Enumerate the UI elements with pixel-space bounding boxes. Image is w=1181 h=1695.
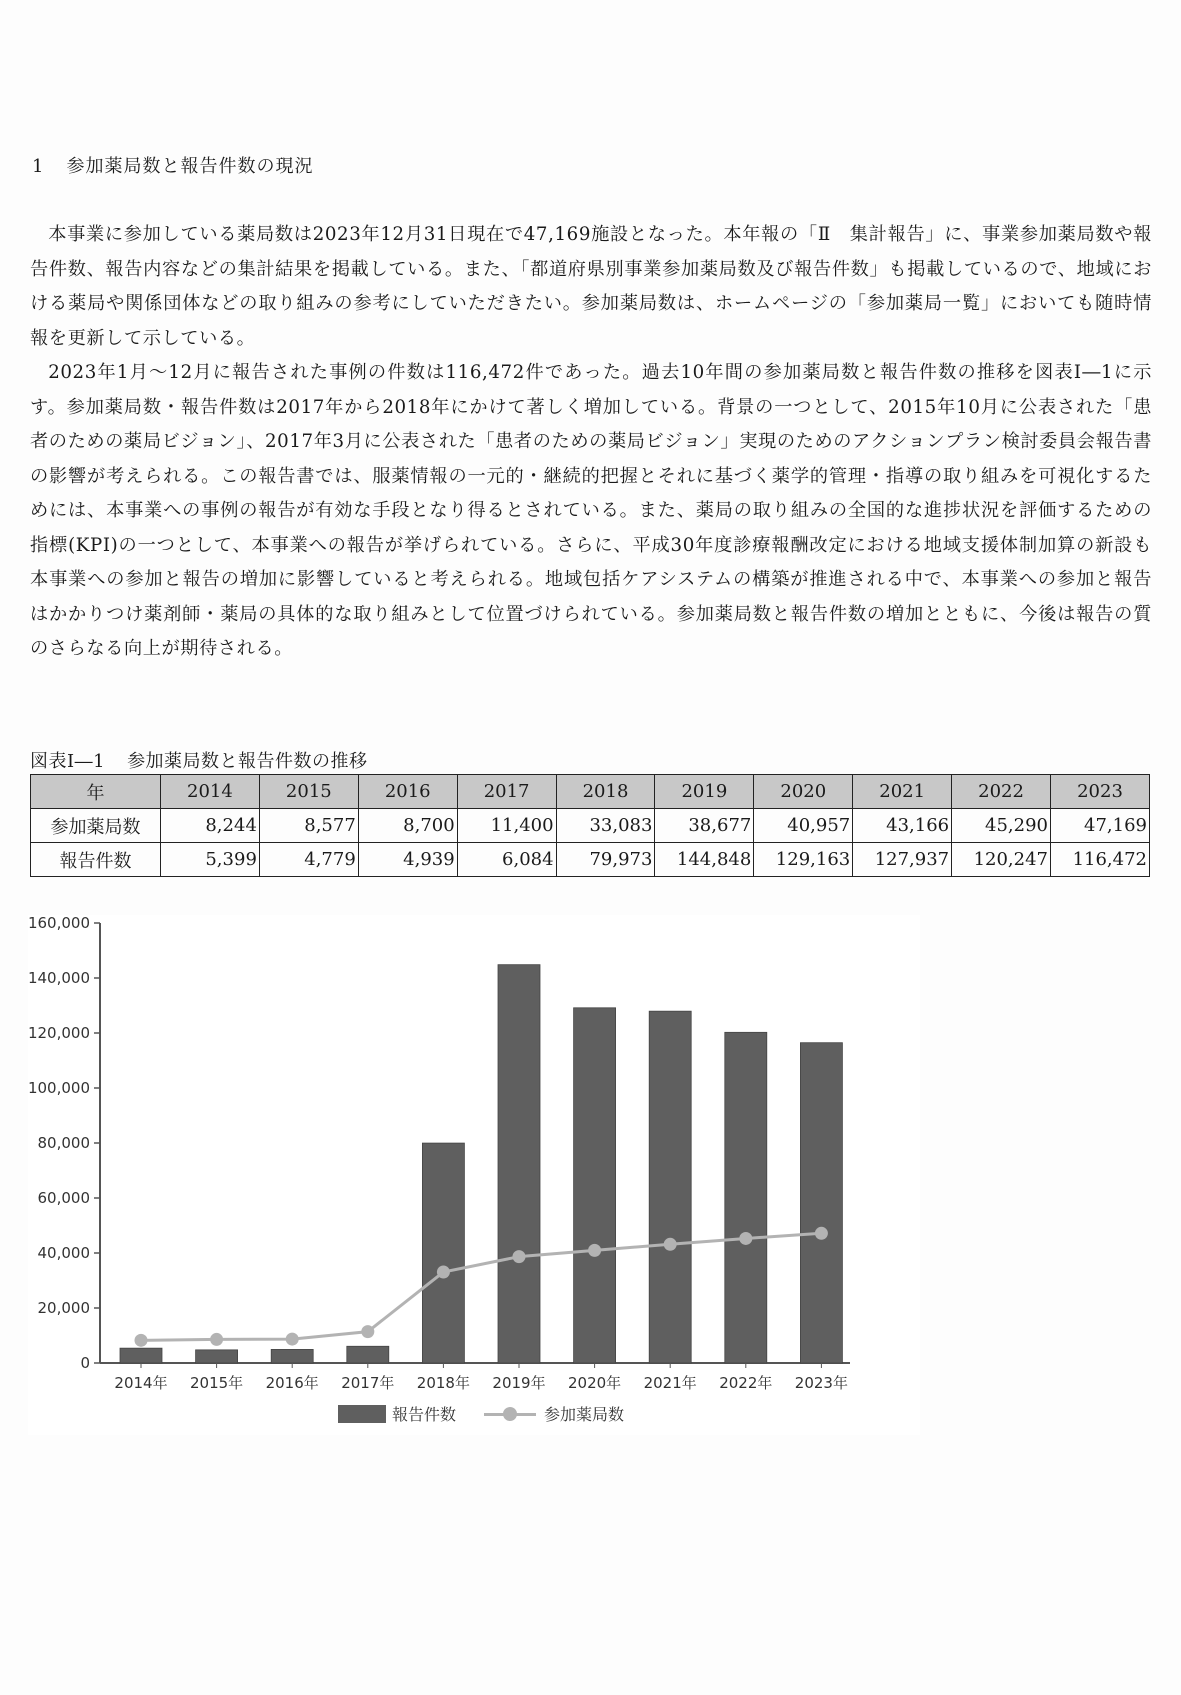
x-tick-label: 2015年	[190, 1374, 244, 1392]
paragraph: 2023年1月～12月に報告された事例の件数は116,472件であった。過去10年間の参加薬局数と報告件数の推移を図表Ⅰ―1に示す。参加薬局数・報告件数は2017年から2018年にかけて著しく増加している。背景の一つとして、2015年10月に公表された「患者のための薬局ビジョン」、2017年3月に公表された「患者のための薬局ビジョン」実現のためのアクションプラン検討委員会報告書の影響が考えられる。この報告書では、服薬情報の一元的・継続的把握とそれに基づく薬学的管理・指導の取り組みを可視化するためには、本事業への事例の報告が有効な手段となり得るとされている。また、薬局の取り組みの全国的な進捗状況を評価するための指標(KPI)の一つとして、本事業への報告が挙げられている。さらに、平成30年度診療報酬改定における地域支援体制加算の新設も本事業への参加と報告の増加に影響していると考えられる。地域包括ケアシステムの構築が推進される中で、本事業への参加と報告はかかりつけ薬剤師・薬局の具体的な取り組みとして位置づけられている。参加薬局数と報告件数の増加とともに、今後は報告の質のさらなる向上が期待される。	[30, 362, 1152, 659]
bar	[120, 1348, 162, 1363]
table-cell: 47,169	[1051, 809, 1150, 843]
bar	[498, 965, 540, 1363]
data-table	[30, 774, 1150, 877]
legend-line-swatch	[484, 1406, 536, 1422]
section-heading	[32, 152, 313, 178]
line-marker	[286, 1333, 299, 1346]
line-marker	[437, 1266, 450, 1279]
figure-caption	[30, 747, 368, 773]
x-tick-label: 2014年	[114, 1374, 168, 1392]
table-cell: 129,163	[754, 843, 853, 877]
table-cell: 5,399	[161, 843, 260, 877]
header-cell: 2016	[358, 775, 457, 809]
y-tick-label: 120,000	[28, 1024, 90, 1042]
header-cell: 2021	[853, 775, 952, 809]
line-marker	[361, 1325, 374, 1338]
x-tick-label: 2018年	[416, 1374, 470, 1392]
table-cell: 4,779	[259, 843, 358, 877]
chart	[28, 915, 920, 1435]
y-tick-label: 80,000	[37, 1134, 90, 1152]
line-marker	[739, 1232, 752, 1245]
line-marker	[513, 1250, 526, 1263]
legend-line-label: 参加薬局数	[544, 1405, 625, 1424]
figure-label: 図表Ⅰ―1	[30, 751, 106, 772]
table-cell: 127,937	[853, 843, 952, 877]
line-marker	[210, 1333, 223, 1346]
table-cell: 38,677	[655, 809, 754, 843]
table-cell: 8,700	[358, 809, 457, 843]
y-tick-label: 0	[80, 1354, 90, 1372]
line-series	[141, 1233, 821, 1340]
body-text	[30, 218, 1152, 667]
x-tick-label: 2021年	[643, 1374, 697, 1392]
table-cell: 120,247	[952, 843, 1051, 877]
line-marker	[664, 1238, 677, 1251]
bar	[800, 1043, 842, 1363]
bar	[196, 1350, 238, 1363]
table-cell: 144,848	[655, 843, 754, 877]
header-cell: 2017	[457, 775, 556, 809]
table-header-row	[31, 775, 1150, 809]
table-cell: 8,244	[161, 809, 260, 843]
bar	[649, 1011, 691, 1363]
table-cell: 45,290	[952, 809, 1051, 843]
header-cell: 2022	[952, 775, 1051, 809]
bar	[271, 1349, 313, 1363]
legend-bar-label: 報告件数	[392, 1405, 457, 1424]
row-label: 参加薬局数	[31, 809, 161, 843]
line-marker	[588, 1244, 601, 1257]
header-cell: 2019	[655, 775, 754, 809]
table-cell: 116,472	[1051, 843, 1150, 877]
y-tick-label: 20,000	[37, 1299, 90, 1317]
table-cell: 43,166	[853, 809, 952, 843]
bar-line-chart	[28, 915, 920, 1435]
y-tick-label: 160,000	[28, 915, 90, 932]
bar	[725, 1032, 767, 1363]
header-cell: 2014	[161, 775, 260, 809]
bar	[574, 1008, 616, 1363]
y-tick-label: 40,000	[37, 1244, 90, 1262]
header-cell: 年	[31, 775, 161, 809]
row-label: 報告件数	[31, 843, 161, 877]
y-tick-label: 100,000	[28, 1079, 90, 1097]
header-cell: 2023	[1051, 775, 1150, 809]
line-marker	[815, 1227, 828, 1240]
table-cell: 40,957	[754, 809, 853, 843]
x-tick-label: 2023年	[794, 1374, 848, 1392]
table-cell: 11,400	[457, 809, 556, 843]
x-tick-label: 2020年	[568, 1374, 622, 1392]
section-title: 参加薬局数と報告件数の現況	[66, 156, 314, 177]
paragraph: 本事業に参加している薬局数は2023年12月31日現在で47,169施設となった。本年報の「Ⅱ 集計報告」に、事業参加薬局数や報告件数、報告内容などの集計結果を掲載している。また、「都道府県別事業参加薬局数及び報告件数」も掲載しているので、地域における薬局や関係団体などの取り組みの参考にしていただきたい。参加薬局数は、ホームページの「参加薬局一覧」においても随時情報を更新して示している。	[30, 224, 1152, 349]
header-cell: 2015	[259, 775, 358, 809]
table-cell: 79,973	[556, 843, 655, 877]
section-number: 1	[32, 156, 45, 177]
table-row	[31, 809, 1150, 843]
y-tick-label: 140,000	[28, 969, 90, 987]
bar	[422, 1143, 464, 1363]
x-tick-label: 2017年	[341, 1374, 395, 1392]
legend-bar-swatch	[338, 1405, 386, 1423]
y-tick-label: 60,000	[37, 1189, 90, 1207]
x-tick-label: 2016年	[265, 1374, 319, 1392]
chart-legend	[338, 1402, 624, 1425]
header-cell: 2020	[754, 775, 853, 809]
table-cell: 6,084	[457, 843, 556, 877]
bar	[347, 1346, 389, 1363]
table-cell: 4,939	[358, 843, 457, 877]
x-tick-label: 2022年	[719, 1374, 773, 1392]
figure-title: 参加薬局数と報告件数の推移	[127, 751, 368, 772]
table-cell: 33,083	[556, 809, 655, 843]
line-marker	[135, 1334, 148, 1347]
x-tick-label: 2019年	[492, 1374, 546, 1392]
table-row	[31, 843, 1150, 877]
table-cell: 8,577	[259, 809, 358, 843]
header-cell: 2018	[556, 775, 655, 809]
